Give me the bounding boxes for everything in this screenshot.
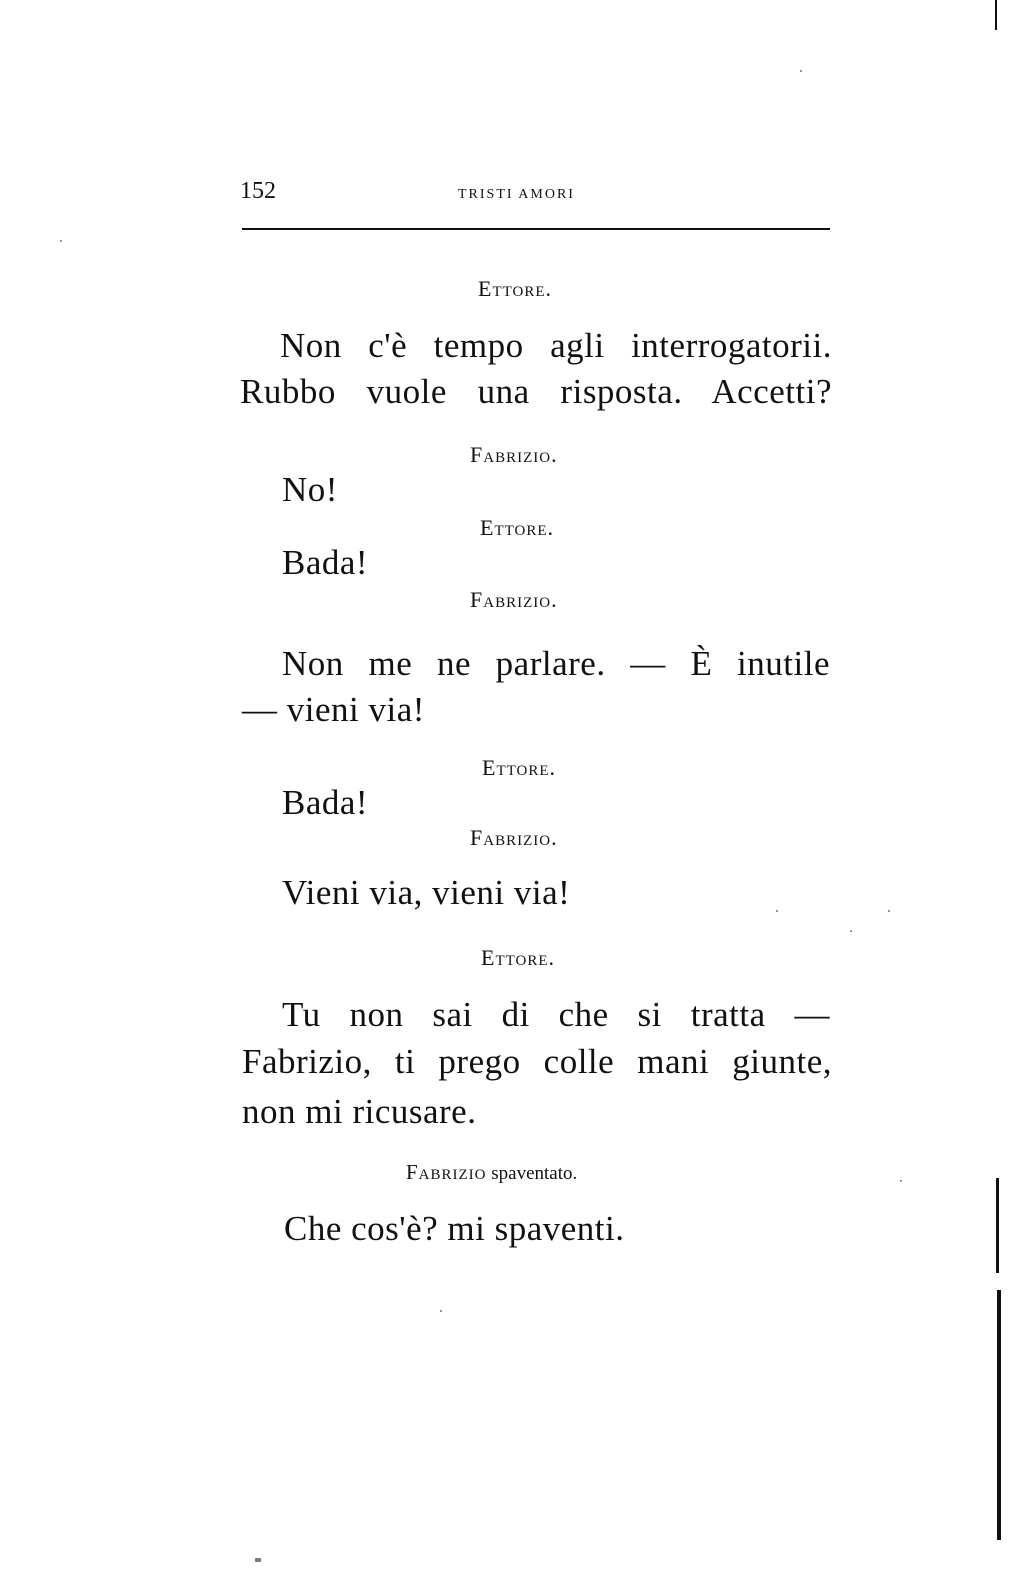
- scan-speck: [776, 910, 778, 912]
- header-rule: [242, 228, 830, 230]
- speaker-name: Fabrizio: [406, 1160, 487, 1184]
- speaker-name: Ettore.: [478, 276, 552, 301]
- page-number: 152: [240, 178, 276, 204]
- speaker-name: Fabrizio.: [470, 825, 558, 850]
- speaker-name: Ettore.: [480, 515, 554, 540]
- scan-speck: [60, 240, 62, 242]
- scan-speck: [255, 1558, 261, 1562]
- scan-edge-mark: [996, 1178, 999, 1273]
- speaker-name: Fabrizio.: [470, 587, 558, 612]
- page-header: [240, 178, 830, 208]
- scan-speck: [440, 1310, 442, 1312]
- dialogue-line: Rubbo vuole una risposta. Accetti?: [240, 372, 832, 411]
- dialogue-line: Tu non sai di che si tratta —: [282, 995, 830, 1034]
- dialogue-line: Vieni via, vieni via!: [282, 873, 571, 912]
- dialogue-line: non mi ricusare.: [242, 1092, 477, 1131]
- running-title: TRISTI AMORI: [458, 187, 575, 202]
- dialogue-line: No!: [282, 470, 338, 509]
- scan-speck: [850, 930, 852, 932]
- scan-speck: [800, 70, 802, 72]
- direction-note: spaventato.: [491, 1163, 578, 1184]
- dialogue-line: Che cos'è? mi spaventi.: [284, 1209, 625, 1248]
- scan-speck: [888, 910, 890, 912]
- dialogue-line: — vieni via!: [242, 690, 425, 729]
- scan-edge-mark: [995, 0, 997, 30]
- dialogue-line: Non c'è tempo agli interrogatorii.: [280, 326, 832, 365]
- speaker-name: Ettore.: [481, 945, 555, 970]
- speaker-name: Fabrizio.: [470, 442, 558, 467]
- scan-speck: [900, 1180, 902, 1182]
- stage-direction: [406, 1160, 577, 1185]
- scan-edge-mark: [997, 1290, 1001, 1540]
- speaker-name: Ettore.: [482, 755, 556, 780]
- dialogue-line: Fabrizio, ti prego colle mani giunte,: [242, 1042, 832, 1081]
- dialogue-line: Bada!: [282, 783, 369, 822]
- dialogue-line: Bada!: [282, 543, 369, 582]
- dialogue-line: Non me ne parlare. — È inutile: [282, 644, 830, 683]
